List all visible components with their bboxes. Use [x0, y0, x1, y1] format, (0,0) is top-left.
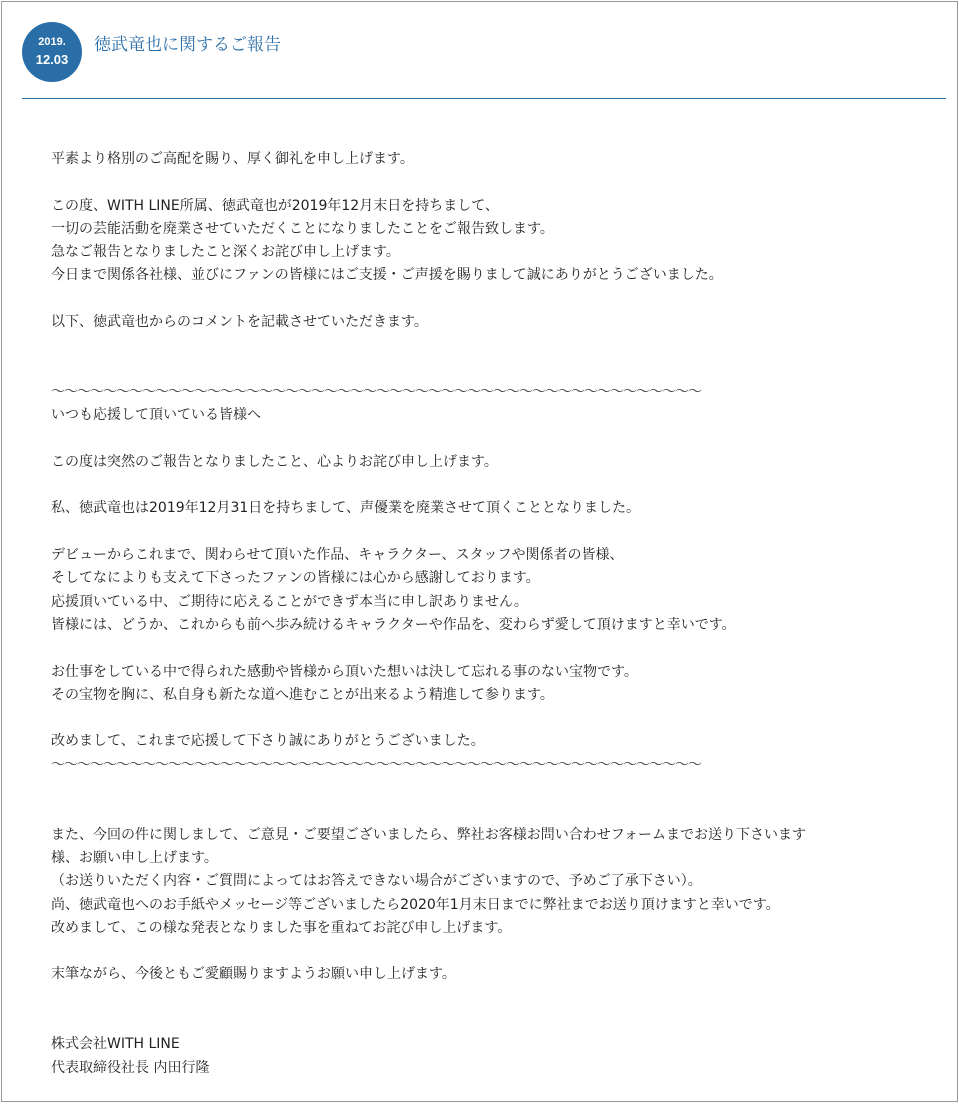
wave-divider-bottom: 〜〜〜〜〜〜〜〜〜〜〜〜〜〜〜〜〜〜〜〜〜〜〜〜〜〜〜〜〜〜〜〜〜〜〜〜〜〜〜〜〜〜〜〜〜〜〜〜〜〜 — [51, 756, 701, 773]
comment-line: 皆様には、どうか、これからも前へ歩み続けるキャラクターや作品を、変わらず愛して頂けますと幸いです。 — [51, 616, 736, 633]
wave-divider-top: 〜〜〜〜〜〜〜〜〜〜〜〜〜〜〜〜〜〜〜〜〜〜〜〜〜〜〜〜〜〜〜〜〜〜〜〜〜〜〜〜〜〜〜〜〜〜〜〜〜〜 — [51, 383, 701, 400]
closing-line: 末筆ながら、今後ともご愛顧賜りますようお願い申し上げます。 — [51, 966, 456, 983]
comment-line: この度は突然のご報告となりましたこと、心よりお詫び申し上げます。 — [51, 453, 498, 470]
paragraph-line: 尚、徳武竜也へのお手紙やメッセージ等ございましたら2020年1月末日までに弊社までお送り頂けますと幸いです。 — [51, 896, 780, 913]
greeting-line: 平素より格別のご高配を賜り、厚く御礼を申し上げます。 — [51, 151, 414, 167]
paragraph-line: 急なご報告となりましたこと深くお詫び申し上げます。 — [51, 244, 400, 261]
date-year: 2019. — [38, 36, 66, 48]
comment-line: お仕事をしている中で得られた感動や皆様から頂いた想いは決して忘れる事のない宝物です。 — [51, 663, 638, 680]
comment-line: いつも応援して頂いている皆様へ — [51, 407, 261, 424]
announcement-page — [1, 1, 958, 1102]
comment-line: その宝物を胸に、私自身も新たな道へ進むことが出来るよう精進して参ります。 — [51, 686, 554, 703]
date-badge — [22, 22, 82, 82]
paragraph-line: （お送りいただく内容・ご質問によってはお答えできない場合がございますので、予めご了承下さい）。 — [51, 873, 702, 890]
comment-line: 改めまして、これまで応援して下さり誠にありがとうございました。 — [51, 733, 485, 750]
paragraph-line: 様、お願い申し上げます。 — [51, 849, 218, 866]
paragraph-line: 今日まで関係各社様、並びにファンの皆様にはご支援・ご声援を賜りまして誠にありがとうございました。 — [51, 267, 723, 284]
header-divider — [22, 98, 946, 99]
signatory-name: 代表取締役社長 内田行隆 — [51, 1059, 210, 1076]
comment-line: 応援頂いている中、ご期待に応えることができず本当に申し訳ありません。 — [51, 593, 528, 610]
paragraph-line: 一切の芸能活動を廃業させていただくことになりましたことをご報告致します。 — [51, 220, 554, 237]
company-name: 株式会社WITH LINE — [51, 1036, 180, 1053]
comment-line: そしてなによりも支えて下さったファンの皆様には心から感謝しております。 — [51, 570, 540, 587]
paragraph-line: 以下、徳武竜也からのコメントを記載させていただきます。 — [51, 314, 428, 331]
paragraph-line: また、今回の件に関しまして、ご意見・ご要望ございましたら、弊社お客様お問い合わせフォームまでお送り下さいます — [51, 826, 807, 843]
page-title: 徳武竜也に関するご報告 — [94, 35, 281, 55]
paragraph-line: この度、WITH LINE所属、徳武竜也が2019年12月末日を持ちまして、 — [51, 197, 499, 214]
paragraph-line: 改めまして、この様な発表となりました事を重ねてお詫び申し上げます。 — [51, 919, 512, 936]
announcement-header — [22, 22, 946, 100]
date-month-day: 12.03 — [35, 52, 69, 67]
comment-line: デビューからこれまで、関わらせて頂いた作品、キャラクター、スタッフや関係者の皆様、 — [51, 547, 624, 564]
announcement-body — [51, 148, 941, 1080]
comment-line: 私、徳武竜也は2019年12月31日を持ちまして、声優業を廃業させて頂くこととなりました。 — [51, 500, 640, 517]
